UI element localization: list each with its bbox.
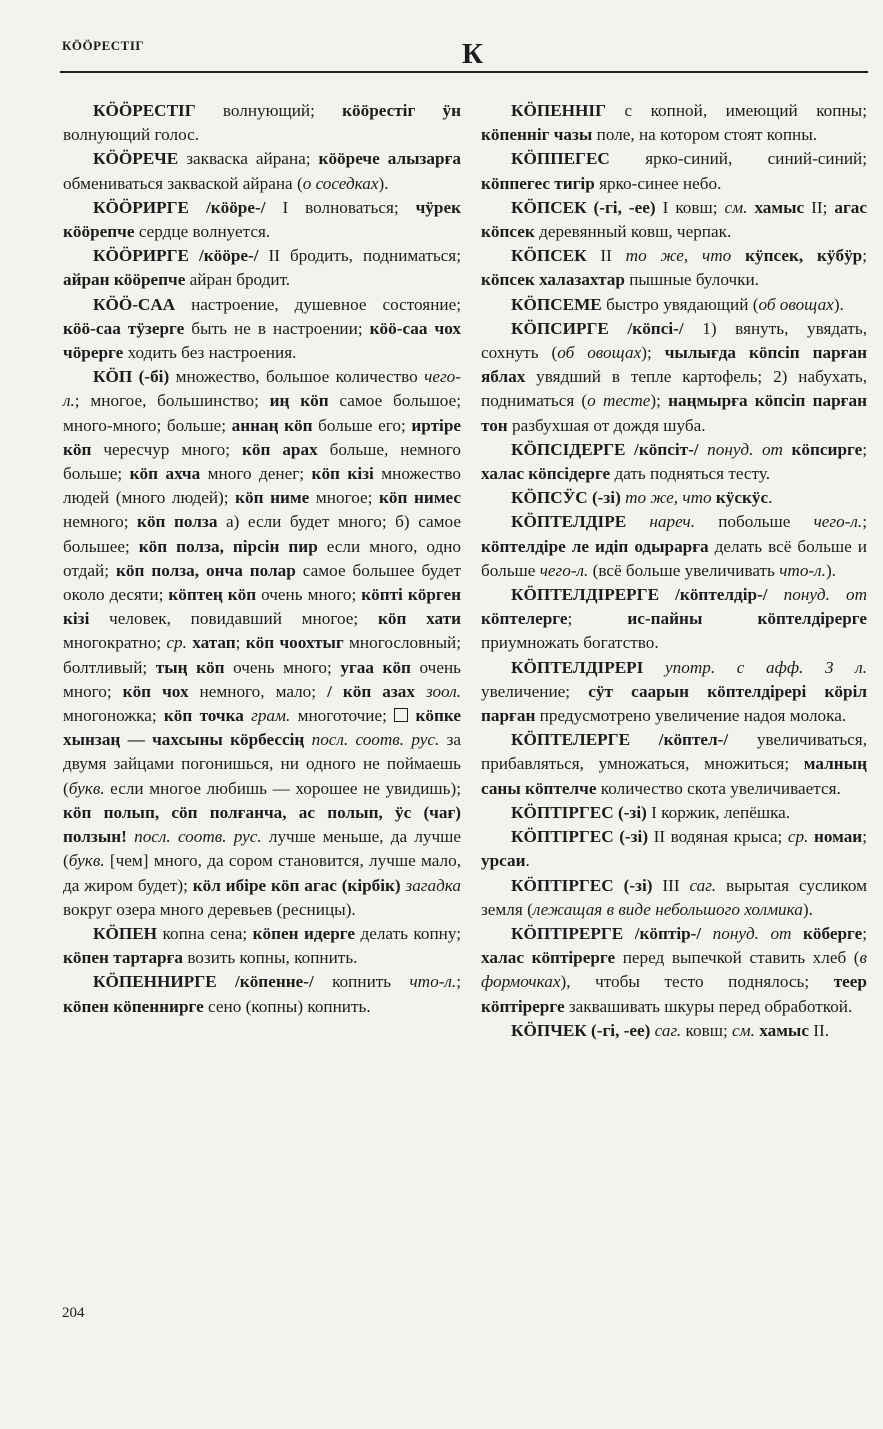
entry-headword: КÖПТЕЛДIРЕРI (511, 657, 644, 677)
entry-headword: КÖПТЕЛДIРЕ (511, 512, 627, 532)
grammar-note: нареч. (626, 512, 695, 532)
grammar-note: см. (724, 197, 748, 217)
definition-text: закваска айрана; (178, 149, 319, 169)
definition-text: ), чтобы тесто поднялось; (560, 972, 834, 992)
dictionary-entry (481, 510, 867, 583)
example-phrase: иртiре кöп (63, 415, 462, 459)
definition-text: волнующий; (195, 101, 343, 120)
dictionary-entry (63, 147, 461, 195)
entry-headword: КÖПТIРЕРГЕ (511, 923, 624, 943)
definition-text: делать копну; (354, 923, 461, 943)
definition-text: с копной, имеющий копны; (606, 101, 867, 120)
entry-headword: КÖÖ-СAA (93, 294, 176, 314)
definition-text: деревянный ковш, черпак. (534, 222, 732, 242)
grammar-note: о тесте (587, 391, 651, 411)
example-phrase: кöпсирге (782, 439, 863, 459)
definition-text: дать подняться тесту. (610, 464, 771, 484)
definition-text: человек, повидавший многое; (89, 609, 378, 629)
definition-text: увеличиваться, прибавляться, умножаться, множиться; (481, 730, 868, 774)
dictionary-entry (481, 147, 867, 195)
definition-text: ходить без настроения. (123, 343, 297, 363)
definition-text: айран бродит. (185, 270, 291, 290)
grammar-note: в формочках (481, 948, 867, 992)
example-phrase: кöберге (791, 923, 863, 943)
dictionary-entry (481, 656, 867, 729)
definition-text: ); (641, 343, 665, 363)
dictionary-entry (481, 922, 867, 1019)
example-phrase: /кööре-/ (188, 246, 259, 266)
dictionary-entry (63, 244, 461, 292)
definition-text: больше его; (312, 415, 412, 435)
definition-text: ; (862, 923, 868, 943)
example-phrase: кööрече алызарға (318, 149, 461, 169)
grammar-note: букв. (68, 851, 105, 871)
dictionary-entry (63, 196, 461, 244)
definition-text: быстро увядающий ( (601, 294, 759, 314)
definition-text: ). (802, 899, 813, 919)
dictionary-entry (481, 196, 867, 244)
definition-text: вокруг озера много деревьев (ресницы). (63, 899, 356, 919)
entry-headword: КÖПЕННИРГЕ (93, 972, 217, 992)
example-phrase: /кöптел-/ (630, 730, 729, 750)
grammar-note: ср. (787, 827, 809, 847)
proverb-square-icon (394, 708, 408, 722)
entry-headword: КÖПСЕК (511, 197, 587, 217)
example-phrase: хамыс (747, 197, 805, 217)
definition-text: возить копны, копнить. (183, 948, 358, 968)
example-phrase: кöпеннiг чазы (481, 125, 593, 145)
definition-text: многократно; (63, 633, 167, 653)
example-phrase: кöö-саа тӱзерге (63, 318, 185, 338)
definition-text: вырытая сусликом земля ( (481, 875, 867, 919)
dictionary-entry (481, 874, 867, 922)
entry-headword: КÖПСЕК (511, 246, 587, 266)
grammar-note: понуд. от (701, 923, 792, 943)
definition-text: II. (808, 1020, 829, 1040)
definition-text: количество скота увеличивается. (596, 778, 841, 798)
definition-text: предусмотрено увеличение надоя молока. (535, 706, 847, 726)
definition-text: ). (833, 294, 844, 314)
example-phrase: агас кöпсек (481, 197, 868, 242)
example-phrase: кöппегес тигiр (481, 173, 595, 193)
dictionary-entry (63, 970, 461, 1018)
example-phrase: айран кööрепче (63, 270, 186, 290)
dictionary-entry (481, 801, 867, 825)
example-phrase: кöл ибiре кöп агас (кiрбiк) (192, 875, 401, 895)
example-phrase: иң кöп (269, 391, 329, 411)
section-letter: К (462, 38, 484, 70)
definition-text: увеличение; (481, 681, 589, 701)
example-phrase: кӱскӱс (711, 488, 769, 508)
dictionary-entry (481, 1019, 867, 1043)
definition-text: (всё больше увеличивать (588, 560, 780, 580)
grammar-note: посл. соотв. рус. (304, 730, 440, 750)
grammar-note: загадка (400, 875, 461, 895)
example-phrase: кӱпсек, кӱбӱр (731, 246, 863, 266)
definition-text: ). (378, 173, 389, 193)
example-phrase: урсаи (481, 851, 526, 871)
dictionary-entry (481, 728, 867, 801)
dictionary-entry (63, 922, 461, 970)
example-phrase: (-зi) (613, 875, 653, 895)
example-phrase: кöп нимес (379, 488, 461, 508)
example-phrase: кöп арах (241, 439, 318, 459)
example-phrase: (-гi, -ее) (586, 197, 656, 217)
example-phrase: сӱт саарын кöптелдiрерi кöрiл парған (481, 681, 867, 726)
entry-headword: КÖÖРИРГЕ (93, 197, 189, 217)
grammar-note: зоол. (414, 681, 461, 701)
definition-text: очень много; (224, 657, 341, 677)
grammar-note: то же, что (620, 488, 712, 508)
grammar-note: употр. с афф. 3 л. (643, 657, 867, 677)
example-phrase: кöп чох (122, 681, 189, 701)
example-phrase: хамыс (754, 1020, 809, 1040)
dictionary-entry (481, 486, 867, 510)
grammar-note: понуд. от (698, 439, 783, 459)
example-phrase: малның саны кöптелче (481, 754, 867, 798)
example-phrase: угаа кöп (340, 657, 411, 677)
definition-text: ; (235, 633, 246, 653)
example-phrase: чылығда кöпсiп парған яблах (481, 343, 867, 387)
definition-text: . (768, 488, 773, 508)
example-phrase: тың кöп (155, 657, 225, 677)
grammar-note: см. (732, 1020, 755, 1040)
grammar-note: что-л. (779, 560, 826, 580)
definition-text: много денег; (200, 464, 312, 484)
definition-text: II водяная крыса; (648, 827, 788, 847)
definition-text: побольше (695, 512, 814, 532)
example-phrase: /кöпсiт-/ (625, 439, 699, 459)
definition-text: многословный; болтливый; (63, 633, 461, 677)
definition-text: многоножка; (63, 706, 164, 726)
dictionary-entry (63, 365, 461, 922)
page-number: 204 (62, 1305, 85, 1321)
definition-text: увядший в тепле картофель; 2) набухать, подниматься ( (481, 367, 867, 411)
definition-text: I коржик, лепёшка. (646, 802, 791, 822)
entry-headword: КÖПТIРГЕС (511, 875, 614, 895)
example-phrase: хатап (186, 633, 236, 653)
grammar-note: саг. (650, 1020, 682, 1040)
example-phrase: /кöптелдiр-/ (659, 585, 768, 605)
entry-headword: КÖПТIРГЕС (511, 827, 614, 847)
definition-text: III (652, 875, 690, 895)
example-phrase: кöпен тартарға (63, 948, 184, 968)
definition-text: многоточие; (290, 706, 395, 726)
grammar-note: о соседках (302, 173, 379, 193)
entry-headword: КÖПТЕЛЕРГЕ (511, 730, 631, 750)
example-phrase: номаи (808, 827, 863, 847)
definition-text: [чем] много, да сором становится, лучше мало, да жиром будет); (63, 851, 461, 895)
definition-text: ; (456, 972, 461, 992)
example-phrase: кöö-саа чох чöрерге (63, 318, 462, 363)
definition-text: ковш; (681, 1020, 733, 1040)
definition-text: I волноваться; (265, 197, 416, 217)
definition-text: ; (862, 439, 867, 459)
example-phrase: кöпсек халазахтар (481, 270, 625, 290)
example-phrase: кöптi кöрген кiзi (63, 585, 461, 629)
example-phrase: кöп точка (163, 706, 244, 726)
grammar-note: посл. соотв. рус. (126, 827, 262, 847)
definition-text: копна сена; (157, 923, 253, 943)
definition-text: перед выпечкой ставить хлеб ( (615, 948, 860, 968)
definition-text: если много, одно отдай; (63, 536, 461, 580)
definition-text: сердце волнуется. (134, 222, 271, 242)
example-phrase: /кöптiр-/ (623, 923, 702, 943)
definition-text: ). (825, 560, 836, 580)
grammar-note: об овощах (557, 343, 642, 363)
grammar-note: что-л. (409, 972, 457, 992)
definition-text: ярко-синее небо. (594, 173, 722, 193)
definition-text: разбухшая от дождя шуба. (507, 415, 706, 435)
example-phrase: кöп хати (377, 609, 461, 629)
entry-headword: КÖПСIДЕРГЕ (511, 439, 626, 459)
header-rule (60, 71, 868, 73)
example-phrase: /кöпсi-/ (608, 318, 684, 338)
entry-headword: КÖПСӰС (511, 488, 588, 508)
dictionary-entry (481, 825, 867, 873)
grammar-note: букв. (68, 778, 105, 798)
grammar-note: грам. (243, 706, 291, 726)
definition-text: а) если будет много; б) самое большее; (63, 512, 461, 556)
definition-text: немного, мало; (188, 681, 328, 701)
definition-text: сено (копны) копнить. (203, 996, 371, 1016)
example-phrase: кöп ниме (235, 488, 310, 508)
definition-text: ярко-синий, синий-синий; (609, 149, 867, 169)
entry-headword: КÖПЕННIГ (511, 101, 607, 120)
grammar-note: ср. (166, 633, 187, 653)
definition-text: приумножать богатство. (481, 633, 659, 653)
grammar-note: чего-л. (539, 560, 589, 580)
definition-text: обмениваться закваской айрана ( (63, 173, 303, 193)
entry-headword: КÖПТЕЛДIРЕРГЕ (511, 585, 660, 605)
example-phrase: кöптелдiре ле идiп одырарға (481, 536, 709, 556)
definition-text: многое; (309, 488, 380, 508)
definition-text: очень много; (63, 657, 461, 701)
example-phrase: кööрестiг ӱн (342, 101, 461, 120)
example-phrase: (-зi) (587, 488, 621, 508)
example-phrase: наңмырға кöпсiп парған тон (481, 391, 867, 435)
example-phrase: кöптең кöп (168, 585, 257, 605)
definition-text: самое большое; много-много; больше; (63, 391, 461, 435)
example-phrase: (-гi, -ее) (586, 1020, 651, 1040)
definition-text: чересчур много; (91, 439, 242, 459)
definition-text: ; (862, 246, 868, 266)
definition-text: 1) вянуть, увядать, сохнуть ( (481, 318, 868, 363)
dictionary-entry (481, 293, 867, 317)
definition-text: II (586, 246, 626, 266)
definition-text: настроение, душевное состояние; (175, 294, 461, 314)
definition-text: если многое любишь — хорошее не увидишь); (104, 778, 461, 798)
dictionary-entry (63, 293, 461, 366)
entry-headword: КÖÖРЕЧЕ (93, 149, 179, 169)
grammar-note: понуд. от (767, 585, 867, 605)
dictionary-entry (481, 583, 867, 656)
example-phrase: халас кöптiрерге (481, 948, 616, 968)
definition-text: пышные булочки. (624, 270, 759, 290)
dictionary-entry (481, 317, 867, 438)
definition-text: за двумя зайцами погонишься, ни одного не поймаешь ( (63, 730, 461, 798)
example-phrase: халас кöпсiдерге (481, 464, 611, 484)
definition-text: множество, большое количество (169, 367, 425, 387)
example-phrase: чӱрек кööрепче (63, 197, 461, 242)
definition-text: самое большее будет около десяти; (63, 560, 462, 605)
grammar-note: лежащая в виде небольшого холмика (532, 899, 803, 919)
entry-headword: КÖÖРЕСТIГ (93, 101, 196, 120)
example-phrase: кöп полза, онча полар (115, 560, 296, 580)
entry-headword: КÖПСЕМЕ (511, 294, 602, 314)
definition-text: копнить (313, 972, 410, 992)
grammar-note: чего-л. (813, 512, 863, 532)
example-phrase: кöп полза (137, 512, 218, 532)
example-phrase: кöп ахча (129, 464, 201, 484)
definition-text: немного; (63, 512, 138, 532)
definition-text: лучше меньше, да лучше ( (63, 827, 461, 871)
example-phrase: теер кöптiрерге (481, 972, 867, 1016)
entry-headword: КÖП (93, 367, 133, 387)
grammar-note: саг. (689, 875, 717, 895)
example-phrase: кöп полза, пiрсiн пир (138, 536, 318, 556)
example-phrase: кöптелерге (481, 609, 568, 629)
example-phrase: ис-пайны кöптелдiрерге (627, 609, 867, 629)
example-phrase: кöп кiзi (311, 464, 374, 484)
definition-text: множество людей (много людей); (63, 464, 461, 508)
example-phrase: /кöпенне-/ (216, 972, 314, 992)
dictionary-entry (481, 99, 867, 147)
example-phrase: кöпке хынзаң — чахсыны кöрбессiң (63, 706, 461, 750)
definition-text: ; многое, большинство; (74, 391, 270, 411)
right-column (481, 99, 867, 1043)
grammar-note: чего-л. (63, 367, 461, 411)
dictionary-entry (481, 438, 867, 486)
example-phrase: /кööре-/ (188, 197, 266, 217)
definition-text: II бродить, подниматься; (258, 246, 461, 266)
entry-headword: КÖПСИРГЕ (511, 318, 609, 338)
example-phrase: / кöп азах (327, 681, 415, 701)
definition-text: ; (862, 827, 867, 847)
example-phrase: кöп полып, сöп полғанча, ас полып, ӱс (чағ) ползын! (63, 802, 461, 847)
left-column (63, 99, 461, 1019)
example-phrase: кöпен идерге (252, 923, 355, 943)
definition-text: волнующий голос. (63, 125, 200, 145)
grammar-note: об овощах (758, 294, 834, 314)
definition-text: делать всё больше и больше (481, 536, 867, 580)
dictionary-entry (481, 244, 867, 292)
dictionary-entry (63, 99, 461, 147)
definition-text: поле, на котором стоят копны. (592, 125, 818, 145)
definition-text: заквашивать шкуры перед обработкой. (564, 996, 853, 1016)
entry-headword: КÖÖРИРГЕ (93, 246, 189, 266)
definition-text: больше, немного больше; (63, 439, 461, 484)
example-phrase: аннаң кöп (231, 415, 313, 435)
example-phrase: кöп чоохтыг (245, 633, 344, 653)
definition-text: быть не в настроении; (184, 318, 370, 338)
grammar-note: то же, что (625, 246, 732, 266)
example-phrase: (-зi) (613, 802, 647, 822)
entry-headword: КÖПТIРГЕС (511, 802, 614, 822)
entry-headword: КÖПЧЕК (511, 1020, 587, 1040)
example-phrase: (-бi) (132, 367, 170, 387)
example-phrase: (-зi) (613, 827, 649, 847)
entry-headword: КÖППЕГЕС (511, 149, 610, 169)
definition-text: I ковш; (655, 197, 725, 217)
definition-text: II; (804, 197, 835, 217)
entry-headword: КÖПЕН (93, 923, 158, 943)
definition-text: ; (567, 609, 628, 629)
definition-text: очень много; (256, 585, 362, 605)
running-head: КÖÖРЕСТIГ (62, 38, 145, 53)
definition-text: . (525, 851, 530, 871)
definition-text: ; (862, 512, 867, 532)
example-phrase: кöпен кöпеннирге (63, 996, 204, 1016)
definition-text: ); (650, 391, 669, 411)
